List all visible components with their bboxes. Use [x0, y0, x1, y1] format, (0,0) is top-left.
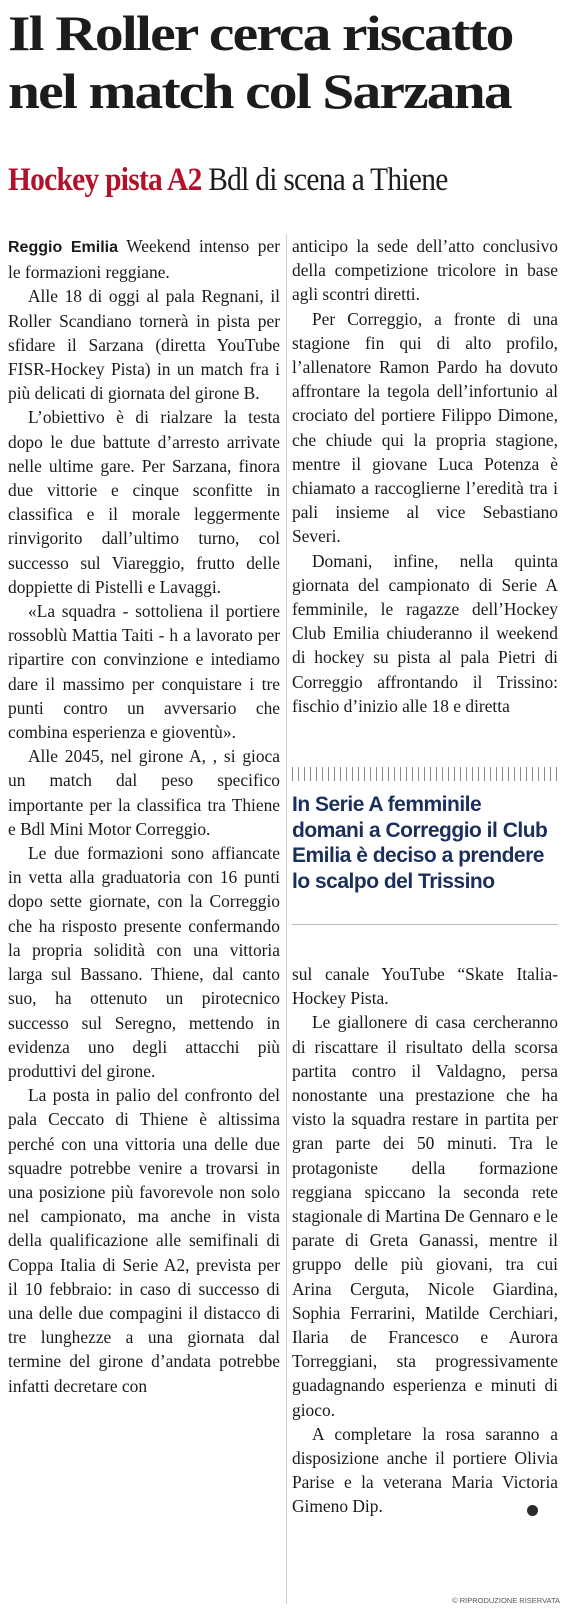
article-paragraph: La posta in palio del confronto del pala Ceccato di Thiene è altissima perché con una vittoria una delle due squadre potrebbe venire a trovarsi in una posizione più favorevole non solo nel campionato, ma anche in vista della qualificazione alle semifinali di Coppa Italia di Serie A2, prevista per il 10 febbraio: in caso di successo di una delle due compagini il distacco di tre lunghezze a una giornata dal termine del girone d’andata potrebbe infatti decretare con	[8, 1085, 280, 1396]
pullquote-bottom-rule	[292, 924, 558, 925]
copyright-credit: © RIPRODUZIONE RISERVATA	[452, 1596, 560, 1605]
pullquote-top-rule	[292, 767, 558, 781]
section-kicker: Hockey pista A2	[8, 162, 202, 198]
article-paragraph: L’obiettivo è di rialzare la testa dopo le due battute d’arresto arrivate nelle ultime gare. Per Sarzana, finora due vittorie e cinque sconfitte in classifica e il morale leggermente rinvigorito dall’ultimo turno, col successo sul Viareggio, frutto delle doppiette di Pistelli e Lavaggi.	[8, 407, 280, 597]
lead-text: Weekend intenso per le formazioni reggiane.	[8, 236, 280, 283]
headline-line-2: nel match col Sarzana	[8, 63, 511, 119]
article-paragraph: anticipo la sede dell’atto conclusivo della competizione tricolore in base agli scontri diretti.	[292, 236, 558, 305]
article-paragraph: «La squadra - sottoliena il portiere rossoblù Mattia Taiti - h a lavorato per ripartire con convinzione e intediamo dare il massimo per conquistare i tre punti contro un avversario che combina esperienza e gioventù».	[8, 601, 280, 743]
article-column-right-bottom	[292, 962, 558, 1519]
article-paragraph: Le giallonere di casa cercheranno di riscattare il risultato della scorsa partita contro il Valdagno, persa nonostante una prestazione che ha visto la squadra restare in partita per gran parte dei 50 minuti. Tra le protagoniste della formazione reggiana spiccano la seconda rete stagionale di Martina De Gennaro e le parate di Greta Ganassi, mentre il gruppo delle più giovani, tra cui Arina Cerguta, Nicole Giardina, Sophia Ferrarini, Matilde Cerchiari, Ilaria de Francesco e Aurora Torreggiani, sta progressivamente guadagnando esperienza e minuti di gioco.	[292, 1012, 558, 1420]
subheadline	[8, 160, 500, 200]
article-paragraph: Alle 2045, nel girone A, , si gioca un match dal peso specifico importante per la classifica tra Thiene e Bdl Mini Motor Correggio.	[8, 746, 280, 839]
dateline: Reggio Emilia	[8, 239, 118, 256]
article-paragraph: Alle 18 di oggi al pala Regnani, il Roller Scandiano tornerà in pista per sfidare il Sarzana (diretta YouTube FISR-Hockey Pista) in un match fra i più delicati di giornata del girone B.	[8, 286, 280, 404]
article-paragraph: Domani, infine, nella quinta giornata del campionato di Serie A femminile, le ragazze dell’Hockey Club Emilia chiuderanno il weekend di hockey su pista al pala Pietri di Correggio affrontando il Trissino: fischio d’inizio alle 18 e diretta	[292, 550, 558, 716]
article-column-left	[8, 234, 280, 1398]
headline-line-1: Il Roller cerca riscatto	[8, 5, 513, 61]
article-paragraph: sul canale YouTube “Skate Italia-Hockey Pista.	[292, 964, 558, 1009]
pullquote: In Serie A femminile domani a Correggio il Club Emilia è deciso a prendere lo scalpo del Trissino	[292, 793, 548, 893]
subheadline-deck: Bdl di scena a Thiene	[208, 162, 448, 198]
article-paragraph	[8, 234, 280, 284]
article-column-right-top	[292, 234, 558, 718]
article-paragraph: Le due formazioni sono affiancate in vetta alla graduatoria con 16 punti dopo sette giornate, con la Correggio che ha risposto presente confermando la propria solidità con una vittoria larga sul Bassano. Thiene, dal canto suo, ha ottenuto un pirotecnico successo sul Seregno, mettendo in evidenza uno degli attacchi più produttivi del girone.	[8, 843, 280, 1081]
end-of-article-dot-icon	[527, 1505, 538, 1516]
column-divider	[286, 234, 287, 1604]
article-paragraph: Per Correggio, a fronte di una stagione fin qui di alto profilo, l’allenatore Ramon Pardo ha dovuto affrontare la tegola dell’infortunio al crociato del portiere Filippo Dimone, che chiude qui la propria stagione, mentre il giovane Luca Potenza è chiamato a raccoglierne l’eredità tra i pali insieme al vice Sebastiano Severi.	[292, 308, 558, 547]
headline	[8, 4, 560, 120]
article-paragraph: A completare la rosa saranno a disposizione anche il portiere Olivia Parise e la veterana Maria Victoria Gimeno Dip.	[292, 1423, 558, 1517]
